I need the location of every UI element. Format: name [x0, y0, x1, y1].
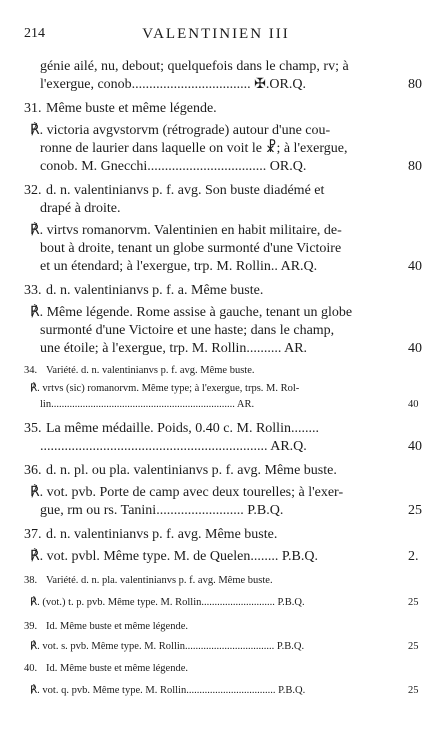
entry-text: Id. Même buste et même légende. — [46, 663, 188, 674]
entry-text: ℟. virtvs romanorvm. Valentinien en habit militaire, de- — [30, 223, 342, 238]
entry-text: Variété. d. n. pla. valentinianvs p. f. avg. Même buste. — [46, 575, 273, 586]
entry-text: ................................................................. AR.Q. — [40, 439, 307, 454]
entry-number: 36. — [24, 463, 42, 478]
entry-number: 31. — [24, 101, 42, 116]
entry-text: ronne de laurier dans laquelle on voit le ☧; à l'exergue, — [40, 141, 348, 156]
entry-text: Id. Même buste et même légende. — [46, 621, 188, 632]
entry-price: 25 — [408, 503, 422, 518]
entry-price: 25 — [408, 641, 419, 652]
entry-number: 37. — [24, 527, 42, 542]
entry-text: une étoile; à l'exergue, trp. M. Rollin.......... AR. — [40, 341, 308, 356]
entry-text: ℟. Même légende. Rome assise à gauche, tenant un globe — [30, 305, 353, 320]
entry-text: bout à droite, tenant un globe surmonté d'une Victoire — [40, 241, 342, 256]
page-number: 214 — [24, 26, 45, 41]
entry-text: d. n. valentinianvs p. f. avg. Même buste. — [46, 527, 278, 542]
entry-number: 34. — [24, 365, 38, 376]
entry-text: Variété. d. n. valentinianvs p. f. avg. Même buste. — [46, 365, 255, 376]
entry-text: lin...................................................................... AR. — [40, 399, 255, 410]
entry-text: ℟. vot. pvbl. Même type. M. de Quelen........ P.B.Q. — [30, 549, 318, 564]
entry-text: La même médaille. Poids, 0.40 c. M. Rollin........ — [46, 421, 319, 436]
page-header — [24, 26, 408, 46]
entry-text: Même buste et même légende. — [46, 101, 217, 116]
entry-text: drapé à droite. — [40, 201, 121, 216]
entry-number: 33. — [24, 283, 42, 298]
entry-text: et un étendard; à l'exergue, trp. M. Rollin.. AR.Q. — [40, 259, 318, 274]
entry-text: d. n. valentinianvs p. f. a. Même buste. — [46, 283, 264, 298]
entry-number: 35. — [24, 421, 42, 436]
entry-price: 25 — [408, 685, 419, 696]
entry-price: 40 — [408, 439, 422, 454]
entry-number: 39. — [24, 621, 38, 632]
entry-text: génie ailé, nu, debout; quelquefois dans le champ, rv; à — [40, 59, 349, 74]
entry-text: ℟. victoria avgvstorvm (rétrograde) autour d'une cou- — [30, 123, 331, 138]
entry-text: d. n. valentinianvs p. f. avg. Son buste diadémé et — [46, 183, 325, 198]
entry-text: ℟. vrtvs (sic) romanorvm. Même type; à l'exergue, trps. M. Rol- — [30, 383, 300, 394]
entry-text: conob. M. Gnecchi.................................. OR.Q. — [40, 159, 307, 174]
entry-price: 40 — [408, 399, 419, 410]
entry-text: ℟. vot. q. pvb. Même type. M. Rollin.................................. P.B.Q. — [30, 685, 306, 696]
entry-text: d. n. pl. ou pla. valentinianvs p. f. avg. Même buste. — [46, 463, 337, 478]
entry-text: gue, rm ou rs. Tanini......................... P.B.Q. — [40, 503, 284, 518]
entry-price: 80 — [408, 77, 422, 92]
entry-price: 2. — [408, 549, 419, 564]
entry-price: 40 — [408, 341, 422, 356]
entry-price: 80 — [408, 159, 422, 174]
entry-price: 25 — [408, 597, 419, 608]
entry-price: 40 — [408, 259, 422, 274]
entry-text: surmonté d'une Victoire et une haste; dans le champ, — [40, 323, 335, 338]
entry-text: ℟. vot. s. pvb. Même type. M. Rollin.................................. P.B.Q. — [30, 641, 305, 652]
entry-text: ℟. (vot.) t. p. pvb. Même type. M. Rollin............................ P.B.Q. — [30, 597, 305, 608]
entry-number: 38. — [24, 575, 38, 586]
running-title: VALENTINIEN III — [142, 26, 290, 42]
entry-number: 40. — [24, 663, 38, 674]
entry-number: 32. — [24, 183, 42, 198]
entry-text: l'exergue, conob.................................. ✠.OR.Q. — [40, 77, 306, 92]
entry-text: ℟. vot. pvb. Porte de camp avec deux tourelles; à l'exer- — [30, 485, 344, 500]
